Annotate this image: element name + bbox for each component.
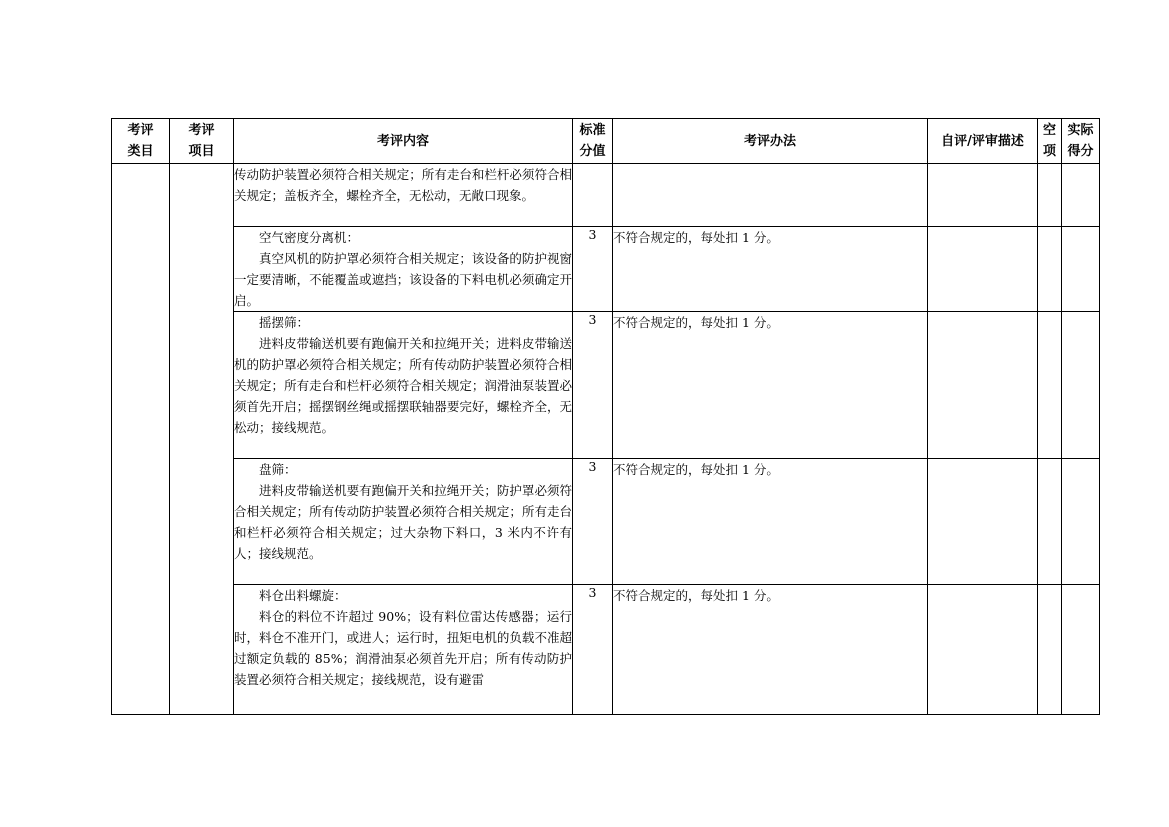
content-cell: 传动防护装置必须符合相关规定；所有走台和栏杆必须符合相关规定；盖板齐全，螺栓齐全，无松动，无敞口现象。 xyxy=(234,164,573,227)
header-blank: 空 项 xyxy=(1038,119,1062,164)
content-cell: 料仓出料螺旋： 料仓的料位不许超过 90%；设有料位雷达传感器；运行时，料仓不准开门，或进人；运行时，扭矩电机的负载不准超过额定负载的 85%；润滑油泵必须首先开启；所有传动防护装置必须符合相关规定；接线规范，设有避雷 xyxy=(234,585,573,715)
content-title: 盘筛： xyxy=(259,462,297,477)
header-actual: 实际 得分 xyxy=(1062,119,1100,164)
header-category: 考评 类目 xyxy=(112,119,170,164)
actual-score-cell xyxy=(1062,164,1100,227)
content-cell: 盘筛： 进料皮带输送机要有跑偏开关和拉绳开关；防护罩必须符合相关规定；所有传动防护装置必须符合相关规定；所有走台和栏杆必须符合相关规定；过大杂物下料口，3 米内不许有人；接线规范。 xyxy=(234,459,573,585)
table-header-row xyxy=(112,119,1100,164)
header-method: 考评办法 xyxy=(613,119,928,164)
score-cell: 3 xyxy=(573,227,613,312)
blank-cell xyxy=(1038,312,1062,459)
blank-cell xyxy=(1038,585,1062,715)
method-cell: 不符合规定的，每处扣 1 分。 xyxy=(613,227,928,312)
table-row xyxy=(112,164,1100,227)
blank-cell xyxy=(1038,164,1062,227)
self-review-cell xyxy=(928,227,1038,312)
table-row xyxy=(112,585,1100,715)
content-cell: 空气密度分离机： 真空风机的防护罩必须符合相关规定；该设备的防护视窗一定要清晰，不能覆盖或遮挡；该设备的下料电机必须确定开启。 xyxy=(234,227,573,312)
blank-cell xyxy=(1038,459,1062,585)
item-cell xyxy=(170,164,234,715)
actual-score-cell xyxy=(1062,459,1100,585)
content-title: 空气密度分离机： xyxy=(259,230,360,245)
header-item: 考评 项目 xyxy=(170,119,234,164)
method-cell: 不符合规定的，每处扣 1 分。 xyxy=(613,312,928,459)
actual-score-cell xyxy=(1062,227,1100,312)
actual-score-cell xyxy=(1062,312,1100,459)
method-cell: 不符合规定的，每处扣 1 分。 xyxy=(613,459,928,585)
method-cell xyxy=(613,164,928,227)
header-score: 标准 分值 xyxy=(573,119,613,164)
header-content: 考评内容 xyxy=(234,119,573,164)
method-cell: 不符合规定的，每处扣 1 分。 xyxy=(613,585,928,715)
category-cell xyxy=(112,164,170,715)
table-row xyxy=(112,459,1100,585)
score-cell: 3 xyxy=(573,585,613,715)
content-cell: 摇摆筛： 进料皮带输送机要有跑偏开关和拉绳开关；进料皮带输送机的防护罩必须符合相关规定；所有传动防护装置必须符合相关规定；所有走台和栏杆必须符合相关规定；润滑油泵装置必须首先开启；摇摆钢丝绳或摇摆联轴器要完好，螺栓齐全，无松动；接线规范。 xyxy=(234,312,573,459)
score-cell: 3 xyxy=(573,459,613,585)
score-cell xyxy=(573,164,613,227)
table-row xyxy=(112,227,1100,312)
header-self-review: 自评/评审描述 xyxy=(928,119,1038,164)
self-review-cell xyxy=(928,459,1038,585)
content-title: 摇摆筛： xyxy=(259,315,310,330)
actual-score-cell xyxy=(1062,585,1100,715)
table-row xyxy=(112,312,1100,459)
blank-cell xyxy=(1038,227,1062,312)
self-review-cell xyxy=(928,312,1038,459)
evaluation-table xyxy=(111,118,1100,715)
self-review-cell xyxy=(928,164,1038,227)
score-cell: 3 xyxy=(573,312,613,459)
content-title: 料仓出料螺旋： xyxy=(259,588,347,603)
self-review-cell xyxy=(928,585,1038,715)
